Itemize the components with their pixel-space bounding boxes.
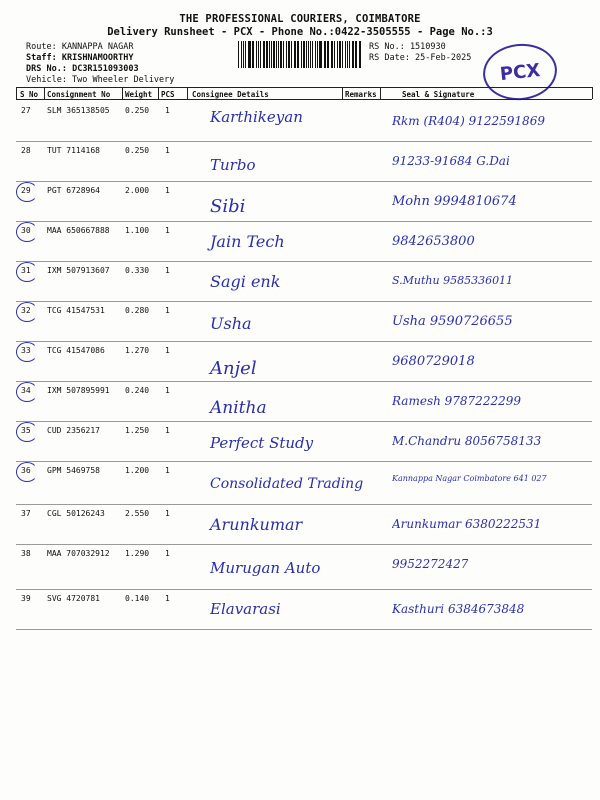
pcs-cell: 1 [165,594,170,603]
weight-cell: 0.140 [125,594,150,603]
rs-number: RS No.: 1510930 [369,42,446,52]
sno-cell: 37 [21,509,31,518]
sno-circle-mark [16,182,38,202]
pcs-cell: 1 [165,146,170,155]
row-divider [16,461,592,462]
row-divider [16,629,592,630]
sno-circle-mark [16,462,38,482]
header-divider [158,87,159,99]
pcs-cell: 1 [165,186,170,195]
consignee-handwriting: Sagi enk [210,272,281,291]
consignee-handwriting: Sibi [210,196,246,217]
drs-label: DRS No.: [26,64,67,74]
row-divider [16,421,592,422]
consignment-cell: IXM 507895991 [47,386,110,395]
header-divider [122,87,123,99]
consignee-handwriting: Anjel [210,358,257,379]
staff-label: Staff: [26,53,57,63]
row-divider [16,589,592,590]
consignee-handwriting: Arunkumar [210,515,303,534]
pcs-cell: 1 [165,346,170,355]
rs-date: RS Date: 25-Feb-2025 [369,53,472,63]
vehicle-text: Vehicle: Two Wheeler Delivery [26,75,175,85]
pcs-cell: 1 [165,266,170,275]
staff-line [26,53,134,63]
consignee-handwriting: Usha [210,314,252,333]
pcx-stamp: PCX [480,40,559,103]
consignee-handwriting: Karthikeyan [210,108,303,126]
col-header-signature: Seal & Signature [402,90,475,99]
consignment-cell: MAA 650667888 [47,226,110,235]
document-subtitle: Delivery Runsheet - PCX - Phone No.:0422-3505555 - Page No.:3 [107,26,493,38]
signature-handwriting: 9952272427 [392,557,469,571]
consignment-cell: MAA 707032912 [47,549,110,558]
drs-line [26,64,139,74]
weight-cell: 2.000 [125,186,150,195]
consignment-cell: PGT 6728964 [47,186,100,195]
header-divider [44,87,45,99]
weight-cell: 2.550 [125,509,150,518]
sno-cell: 32 [21,306,31,315]
consignment-cell: SVG 4720781 [47,594,100,603]
consignment-cell: CGL 50126243 [47,509,105,518]
weight-cell: 1.290 [125,549,150,558]
pcs-cell: 1 [165,106,170,115]
sno-cell: 38 [21,549,31,558]
pcs-cell: 1 [165,549,170,558]
pcs-cell: 1 [165,386,170,395]
consignee-handwriting: Anitha [210,398,267,418]
signature-handwriting: Kannappa Nagar Coimbatore 641 027 [392,474,547,483]
row-divider [16,261,592,262]
col-header-remarks: Remarks [345,90,377,99]
sno-cell: 33 [21,346,31,355]
signature-handwriting: Kasthuri 6384673848 [392,602,525,616]
sno-cell: 27 [21,106,31,115]
header-divider [342,87,343,99]
sno-cell: 35 [21,426,31,435]
row-divider [16,141,592,142]
row-divider [16,221,592,222]
pcs-cell: 1 [165,226,170,235]
signature-handwriting: Mohn 9994810674 [392,194,517,209]
sno-circle-mark [16,302,38,322]
consignee-handwriting: Murugan Auto [210,559,321,577]
weight-cell: 0.330 [125,266,150,275]
sno-cell: 31 [21,266,31,275]
signature-handwriting: Rkm (R404) 9122591869 [392,114,545,128]
consignment-cell: SLM 365138505 [47,106,110,115]
sno-circle-mark [16,222,38,242]
signature-handwriting: 9680729018 [392,354,475,369]
sno-circle-mark [16,382,38,402]
header-bottom-border [16,99,592,100]
pcs-cell: 1 [165,306,170,315]
route-text: Route: KANNAPPA NAGAR [26,42,134,52]
signature-handwriting: 91233-91684 G.Dai [392,154,510,168]
consignee-handwriting: Turbo [210,156,256,174]
col-header-consignee: Consignee Details [192,90,269,99]
row-divider [16,504,592,505]
document-title: THE PROFESSIONAL COURIERS, COIMBATORE [179,13,421,25]
consignment-cell: TUT 7114168 [47,146,100,155]
header-divider [187,87,188,99]
weight-cell: 0.240 [125,386,150,395]
weight-cell: 0.250 [125,146,150,155]
signature-handwriting: S.Muthu 9585336011 [392,274,514,287]
signature-handwriting: 9842653800 [392,234,475,249]
header-divider [592,87,593,99]
signature-handwriting: Ramesh 9787222299 [392,394,521,408]
weight-cell: 0.250 [125,106,150,115]
sno-cell: 28 [21,146,31,155]
consignment-cell: TCG 41547086 [47,346,105,355]
sno-cell: 34 [21,386,31,395]
staff-name: KRISHNAMOORTHY [61,53,134,63]
row-divider [16,341,592,342]
col-header-sno: S No [20,90,39,99]
pcs-cell: 1 [165,509,170,518]
consignment-cell: IXM 507913607 [47,266,110,275]
drs-number: DC3R151093003 [72,64,139,74]
consignee-handwriting: Elavarasi [210,600,281,618]
col-header-consignment: Consignment No [47,90,111,99]
consignee-handwriting: Jain Tech [210,232,285,251]
pcs-cell: 1 [165,426,170,435]
barcode [238,41,362,68]
sno-cell: 30 [21,226,31,235]
consignment-cell: GPM 5469758 [47,466,100,475]
row-divider [16,544,592,545]
signature-handwriting: M.Chandru 8056758133 [392,434,542,448]
weight-cell: 1.270 [125,346,150,355]
header-divider [380,87,381,99]
sno-cell: 36 [21,466,31,475]
weight-cell: 1.250 [125,426,150,435]
row-divider [16,181,592,182]
weight-cell: 0.280 [125,306,150,315]
pcs-cell: 1 [165,466,170,475]
header-divider [16,87,17,99]
row-divider [16,301,592,302]
weight-cell: 1.200 [125,466,150,475]
consignee-handwriting: Consolidated Trading [210,476,364,492]
consignment-cell: CUD 2356217 [47,426,100,435]
consignment-cell: TCG 41547531 [47,306,105,315]
signature-handwriting: Usha 9590726655 [392,314,513,329]
consignee-handwriting: Perfect Study [210,434,314,452]
col-header-weight: Weight [125,90,153,99]
table-top-border [16,87,592,88]
col-header-pcs: PCS [161,90,175,99]
signature-handwriting: Arunkumar 6380222531 [392,517,542,531]
sno-circle-mark [16,262,38,282]
sno-circle-mark [16,342,38,362]
weight-cell: 1.100 [125,226,150,235]
sno-cell: 39 [21,594,31,603]
row-divider [16,381,592,382]
sno-cell: 29 [21,186,31,195]
sno-circle-mark [16,422,38,442]
